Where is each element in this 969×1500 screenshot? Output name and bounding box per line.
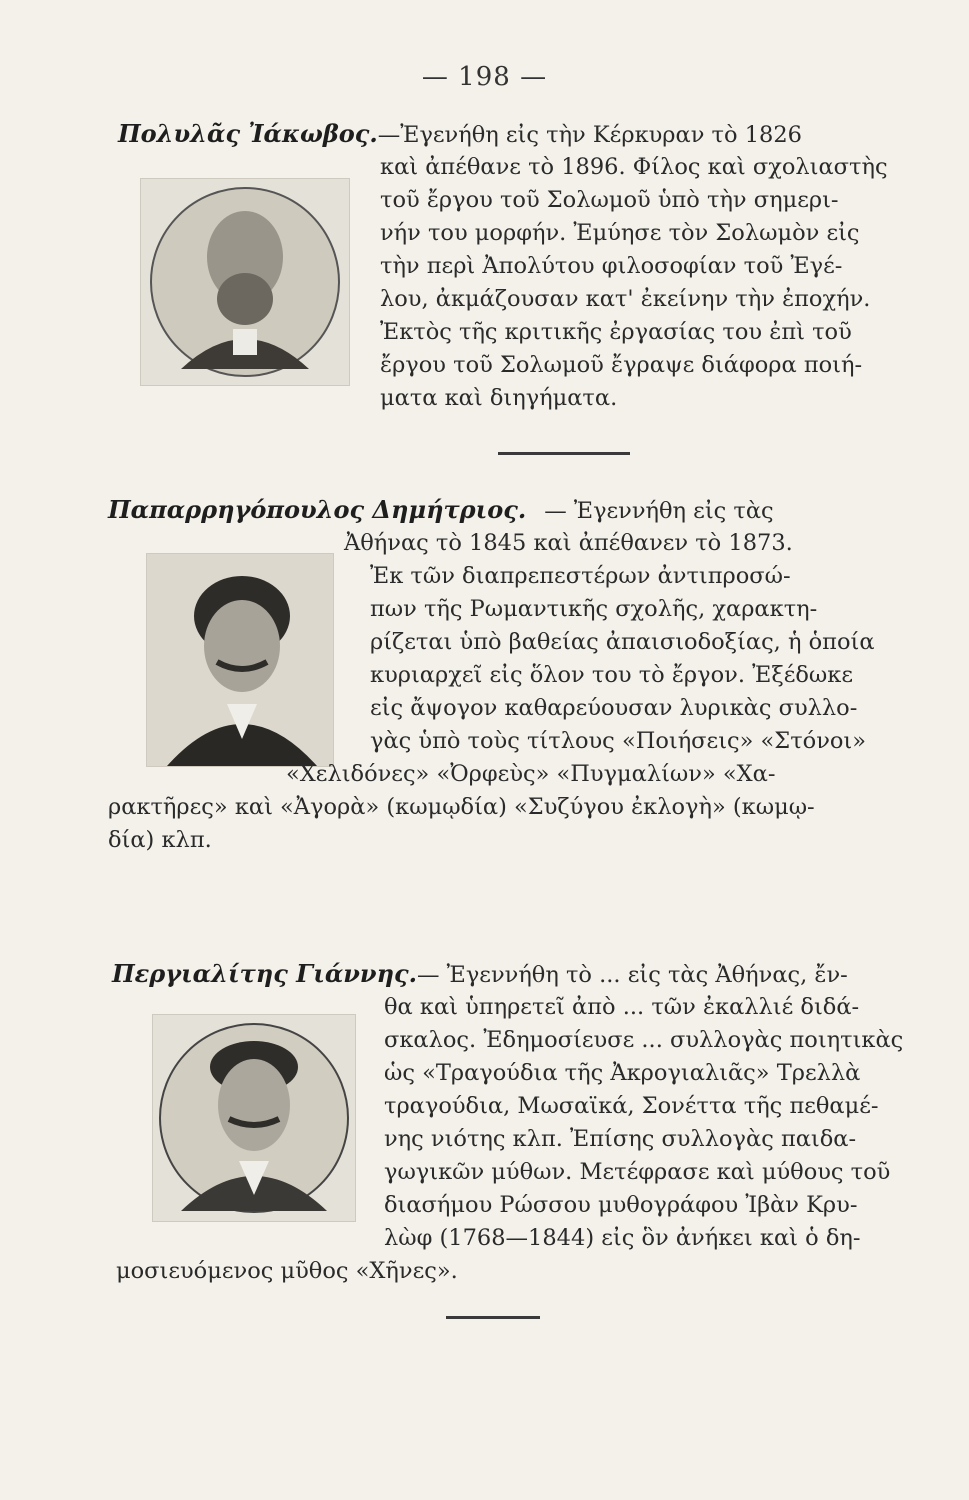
entry-polylas-line: λου, ἀκμάζουσαν κατ' ἐκείνην τὴν ἐποχήν. [380,286,871,312]
entry-pergialitis-line: ὡς «Τραγούδια τῆς Ἀκρογιαλιᾶς» Τρελλὰ [384,1060,861,1086]
entry-polylas-line: ἔργου τοῦ Σολωμοῦ ἔγραψε διάφορα ποιή- [380,352,863,378]
entry-pergialitis-line: γωγικῶν μύθων. Μετέφρασε καὶ μύθους τοῦ [384,1159,891,1185]
entry-paparrigopoulos-line: γὰς ὑπὸ τοὺς τίτλους «Ποιήσεις» «Στόνοι» [370,728,867,754]
entry-paparrigopoulos [108,494,908,864]
entry-pergialitis-line: σκαλος. Ἐδημοσίευσε ... συλλογὰς ποιητικὰς [384,1027,904,1053]
entry-polylas-line: νήν του μορφήν. Ἐμύησε τὸν Σολωμὸν εἰς [380,220,860,246]
entry-pergialitis-line: μοσιευόμενος μῦθος «Χῆνες». [116,1258,458,1284]
entry-paparrigopoulos-line: — Ἐγεννήθη εἰς τὰς [544,498,774,524]
entry-paparrigopoulos-line: κυριαρχεῖ εἰς ὅλον του τὸ ἔργον. Ἐξέδωκε [370,662,853,688]
entry-pergialitis-line: τραγούδια, Μωσαϊκά, Σονέττα τῆς πεθαμέ- [384,1093,879,1119]
entry-paparrigopoulos-name: Παπαρρηγόπουλος Δημήτριος. [108,495,527,524]
entry-pergialitis-line: λὼφ (1768—1844) εἰς ὃν ἀνήκει καὶ ὁ δη- [384,1225,861,1251]
entry-pergialitis-line: νης νιότης κλπ. Ἐπίσης συλλογὰς παιδα- [384,1126,857,1152]
entry-polylas-line: καὶ ἀπέθανε τὸ 1896. Φίλος καὶ σχολιαστὴς [380,154,888,180]
section-divider [498,452,630,455]
entry-polylas-line: Ἐκτὸς τῆς κριτικῆς ἐργασίας του ἐπὶ τοῦ [380,319,852,345]
entry-paparrigopoulos-line: Ἐκ τῶν διαπρεπεστέρων ἀντιπροσώ- [370,563,791,589]
entry-polylas-line: —Ἐγενήθη εἰς τὴν Κέρκυραν τὸ 1826 [377,122,802,148]
entry-paparrigopoulos-line: «Χελιδόνες» «Ὀρφεὺς» «Πυγμαλίων» «Χα- [286,761,776,787]
entry-pergialitis-name: Περγιαλίτης Γιάννης. [112,959,418,988]
entry-pergialitis-line: — Ἐγεννήθη τὸ ... εἰς τὰς Ἀθήνας, ἔν- [417,962,848,988]
entry-paparrigopoulos-line: ρίζεται ὑπὸ βαθείας ἀπαισιοδοξίας, ἡ ὁποία [370,629,875,655]
section-divider [446,1316,540,1319]
entry-polylas-name: Πολυλᾶς Ἰάκωβος. [118,119,378,148]
entry-polylas-line: ματα καὶ διηγήματα. [380,385,618,411]
entry-paparrigopoulos-line: ρακτῆρες» καὶ «Ἀγορὰ» (κωμῳδία) «Συζύγου ἐκλογὴ» (κωμῳ- [108,794,815,820]
page-number: — 198 — [421,62,548,92]
entry-pergialitis-line: διασήμου Ρώσσου μυθογράφου Ἰβὰν Κρυ- [384,1192,858,1218]
entry-paparrigopoulos-line: εἰς ἄψογον καθαρεύουσαν λυρικὰς συλλο- [370,695,858,721]
entry-polylas-line: τὴν περὶ Ἀπολύτου φιλοσοφίαν τοῦ Ἐγέ- [380,253,843,279]
entry-paparrigopoulos-line: πων τῆς Ρωμαντικῆς σχολῆς, χαρακτη- [370,596,818,622]
entry-paparrigopoulos-line: Ἀθήνας τὸ 1845 καὶ ἀπέθανεν τὸ 1873. [344,530,793,556]
entry-polylas [118,118,908,428]
entry-pergialitis [112,958,912,1298]
entry-polylas-line: τοῦ ἔργου τοῦ Σολωμοῦ ὑπὸ τὴν σημερι- [380,187,839,213]
entry-pergialitis-line: θα καὶ ὑπηρετεῖ ἀπὸ ... τῶν ἐκαλλιέ διδά- [384,994,860,1020]
entry-paparrigopoulos-line: δία) κλπ. [108,827,212,853]
